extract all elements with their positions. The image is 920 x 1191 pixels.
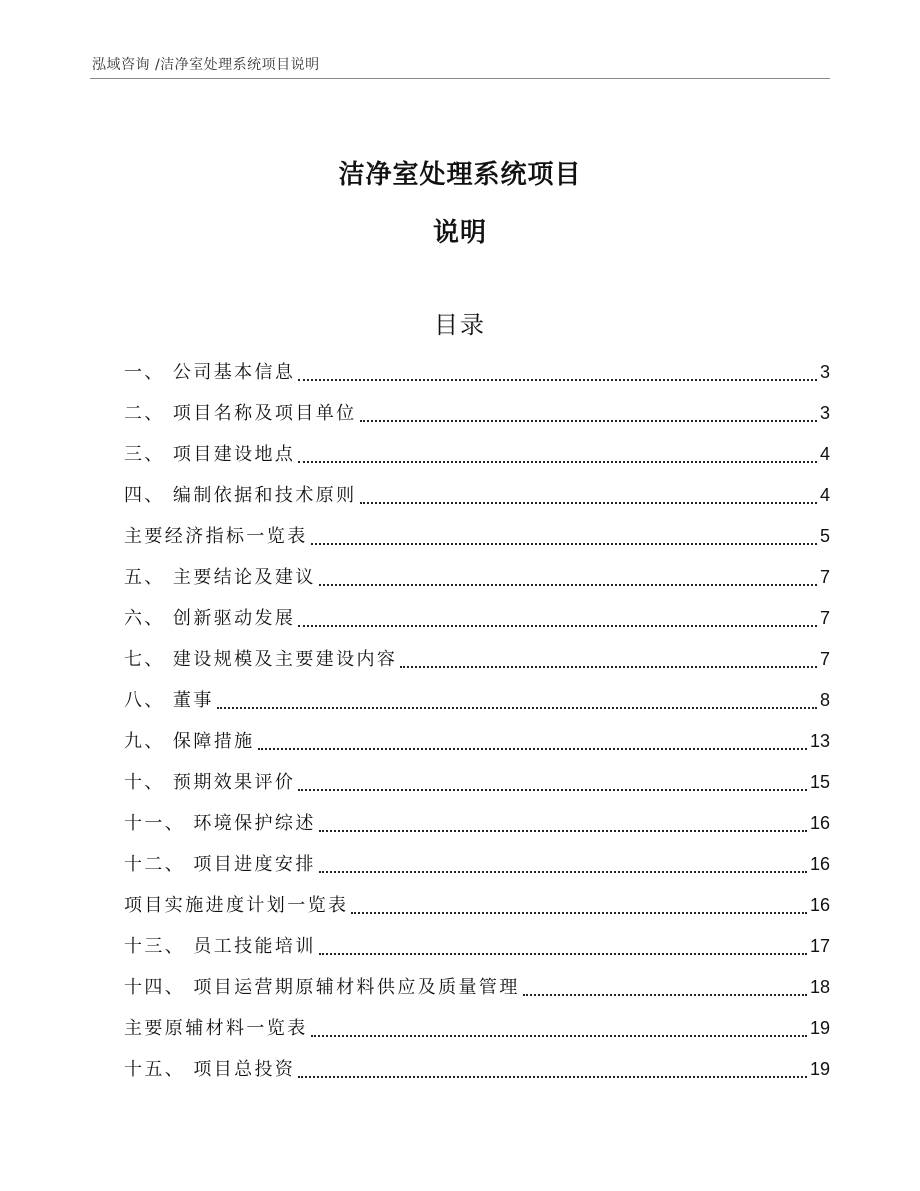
toc-entry-page: 5 (819, 526, 830, 546)
dot-leader (298, 625, 817, 627)
toc-entry[interactable] (124, 885, 830, 926)
toc-entry-page: 16 (809, 813, 830, 833)
toc-entry-label: 十二、 项目进度安排 (124, 854, 316, 875)
dot-leader (298, 379, 817, 381)
toc-entry-label: 一、 公司基本信息 (124, 362, 296, 383)
dot-leader (319, 953, 807, 955)
toc-entry-label: 四、 编制依据和技术原则 (124, 485, 357, 506)
toc-entry[interactable] (124, 1049, 830, 1090)
toc-entry-page: 15 (809, 772, 830, 792)
toc-entry-label: 十五、 项目总投资 (124, 1059, 296, 1080)
toc-entry-page: 8 (819, 690, 830, 710)
dot-leader (298, 789, 807, 791)
dot-leader (360, 420, 817, 422)
toc-entry-label: 十、 预期效果评价 (124, 772, 296, 793)
dot-leader (523, 994, 807, 996)
toc-entry-page: 7 (819, 649, 830, 669)
toc-entry[interactable] (124, 516, 830, 557)
toc-entry-label: 十三、 员工技能培训 (124, 936, 316, 957)
table-of-contents (124, 352, 830, 1090)
toc-heading: 目录 (434, 311, 486, 339)
dot-leader (298, 461, 817, 463)
toc-entry-label: 主要经济指标一览表 (124, 526, 308, 547)
running-header: 泓域咨询 /洁净室处理系统项目说明 (92, 57, 320, 73)
toc-entry-label: 三、 项目建设地点 (124, 444, 296, 465)
toc-entry-page: 18 (809, 977, 830, 997)
dot-leader (400, 666, 817, 668)
toc-entry[interactable] (124, 352, 830, 393)
dot-leader (319, 830, 807, 832)
document-subtitle: 说明 (432, 218, 487, 248)
dot-leader (319, 584, 817, 586)
toc-entry[interactable] (124, 639, 830, 680)
toc-entry-page: 17 (809, 936, 830, 956)
toc-entry[interactable] (124, 434, 830, 475)
toc-entry-page: 13 (809, 731, 830, 751)
toc-entry-page: 3 (819, 362, 830, 382)
dot-leader (360, 502, 817, 504)
toc-entry-page: 16 (809, 854, 830, 874)
toc-entry-label: 二、 项目名称及项目单位 (124, 403, 357, 424)
toc-entry-page: 4 (819, 485, 830, 505)
toc-entry[interactable] (124, 803, 830, 844)
dot-leader (217, 707, 817, 709)
toc-entry[interactable] (124, 721, 830, 762)
toc-entry-label: 主要原辅材料一览表 (124, 1018, 308, 1039)
toc-entry-page: 3 (819, 403, 830, 423)
toc-entry-label: 十四、 项目运营期原辅材料供应及质量管理 (124, 977, 520, 998)
toc-entry[interactable] (124, 844, 830, 885)
toc-entry-label: 七、 建设规模及主要建设内容 (124, 649, 398, 670)
toc-entry-label: 十一、 环境保护综述 (124, 813, 316, 834)
toc-entry[interactable] (124, 926, 830, 967)
toc-entry[interactable] (124, 393, 830, 434)
toc-entry-page: 19 (809, 1059, 830, 1079)
dot-leader (319, 871, 807, 873)
toc-entry-label: 六、 创新驱动发展 (124, 608, 296, 629)
toc-entry-label: 八、 董事 (124, 690, 214, 711)
toc-entry[interactable] (124, 680, 830, 721)
toc-entry[interactable] (124, 762, 830, 803)
dot-leader (351, 912, 807, 914)
toc-entry[interactable] (124, 557, 830, 598)
toc-entry-label: 项目实施进度计划一览表 (124, 895, 349, 916)
header-divider (90, 78, 830, 79)
toc-entry-label: 九、 保障措施 (124, 731, 255, 752)
document-title: 洁净室处理系统项目 (338, 160, 582, 190)
toc-entry-page: 7 (819, 567, 830, 587)
dot-leader (258, 748, 807, 750)
toc-entry-page: 19 (809, 1018, 830, 1038)
dot-leader (298, 1076, 807, 1078)
toc-entry[interactable] (124, 1008, 830, 1049)
dot-leader (311, 1035, 807, 1037)
toc-entry[interactable] (124, 598, 830, 639)
toc-entry[interactable] (124, 967, 830, 1008)
dot-leader (311, 543, 817, 545)
toc-entry-page: 4 (819, 444, 830, 464)
toc-entry-page: 16 (809, 895, 830, 915)
toc-entry[interactable] (124, 475, 830, 516)
toc-entry-page: 7 (819, 608, 830, 628)
toc-entry-label: 五、 主要结论及建议 (124, 567, 316, 588)
